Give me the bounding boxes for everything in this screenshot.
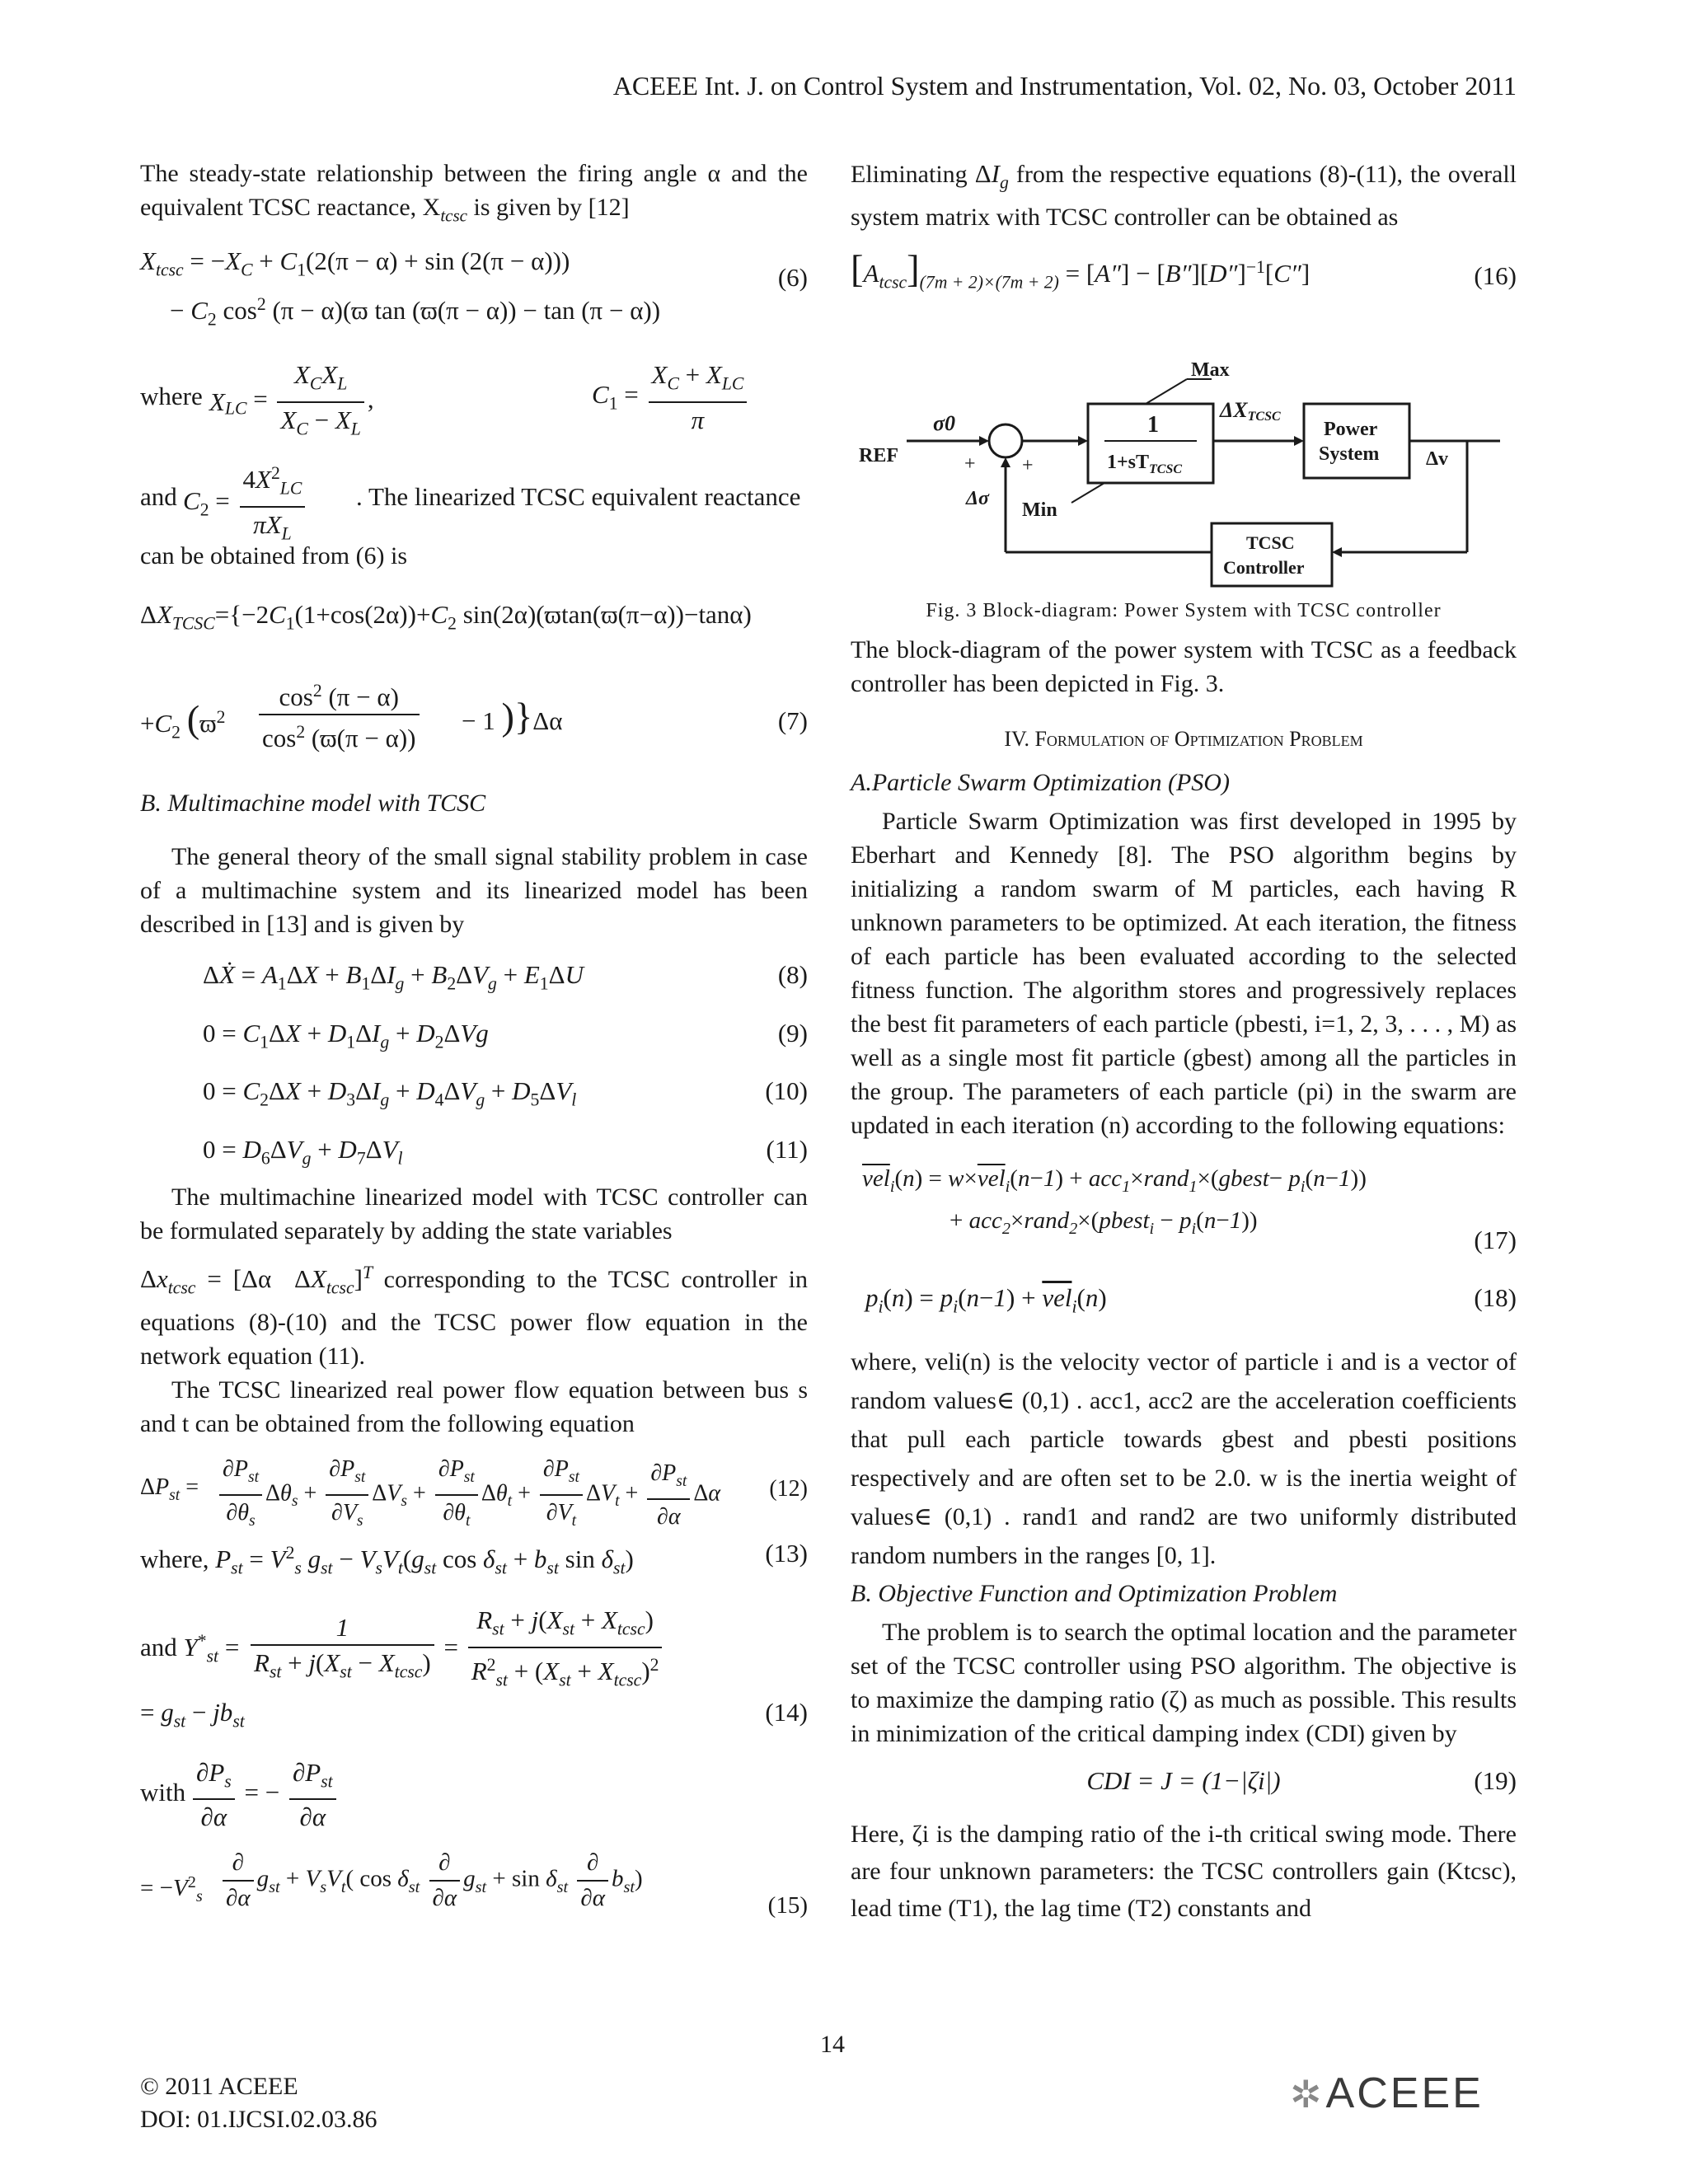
power-system-block [1304,404,1409,478]
star-icon: ✲ [1290,2073,1325,2116]
paragraph-block-diagram: The block-diagram of the power system with TCSC as a feedback controller has been depicted in Fig. 3. [851,636,1517,697]
paragraph-multimachine: The general theory of the small signal stability problem in case of a multimachine system and its linearized model has been described in [13] and is given by [140,842,808,938]
equation-7-line2: $+C_2$ ($ϖ^2$ $\frac{\cos^2 (\pi - \alpha)}{\cos^2 (ϖ(\pi - \alpha))}$ − 1 )}Δα (7) [140,674,808,765]
paragraph-damping: Here, ζi is the damping ratio of the i-th critical swing mode. There are four unknown parameters: the TCSC controllers gain (Ktcsc), lead time (T1), the lag time (T2) constants and [851,1820,1517,1922]
paragraph-tcsc-model: The multimachine linearized model with TCSC controller can be formulated separately by adding the state variables [140,1183,808,1245]
ref-label: REF [859,445,898,466]
equation-8: ΔẊ = $A_1\Delta X + B_1\Delta I_g + B_2\Delta V_g + E_1\Delta U$ (8) [203,959,808,994]
equation-c2: and $C_2$ = $\frac{4X^2_{LC}}{\pi X_L}$ . The linearized TCSC equivalent reactance [140,457,808,536]
page-number: 14 [820,2031,845,2058]
figure-caption: Fig. 3 Block-diagram: Power System with TCSC controller [926,600,1442,621]
left-column [140,157,808,1920]
paragraph-obtained: can be obtained from (6) is [140,542,408,570]
paragraph-state-vars: $\Delta x_{tcsc} = [\Delta\alpha$ $\Delta X_{tcsc}]^T$ corresponding to the TCSC controller in equations (8)-(10) and the TCSC power flow equation in the network equation (11). [140,1263,808,1370]
delta-sigma-label: Δσ [966,488,989,509]
block-numerator: 1 [1147,412,1159,438]
equation-y-star: and $Y^*_{st}$ = $\frac{1}{R_{st} + j(X_{st} - X_{tcsc})}$ = $\frac{R_{st} + j(X_{st} + X_{tcsc})}{R^2_{st} + (X_{st} + X_{tcsc})^2}$ [140,1603,808,1675]
paragraph-objective: The problem is to search the optimal location and the parameter set of the TCSC controller using PSO algorithm. The objective is to maximize the damping ratio (ζ) as much as possible. This results in minimization of the critical damping index (CDI) given by [851,1618,1517,1747]
system-label: System [1319,443,1380,465]
right-column [851,157,1517,300]
aceee-logo: ✲ACEEE [1290,2069,1484,2117]
footer-copyright: © 2011 ACEEE DOI: 01.IJCSI.02.03.86 [140,2073,377,2133]
plus-sign-1: + [964,453,976,475]
delta-v-label: Δv [1426,448,1449,470]
equation-xlc-c1: where $X_{LC}$ = $\frac{X_CX_L}{X_C - X_L}$ , $C_1$ = $\frac{X_C + X_{LC}}{\pi}$ [140,358,808,432]
plus-sign-2: + [1022,455,1034,476]
equation-16: $[A_{tcsc}]_{(7m + 2)\times(7m + 2)} = [A''] - [B''][D'']^{-1}[C'']$ (16) [851,248,1517,293]
min-limit-line [1071,483,1104,503]
paragraph-velocity: where, veli(n) is the velocity vector of particle i and is a vector of random values∈ (0,1) . acc1, acc2 are the acceleration coefficients that pull each particle towards gbest and pbesti positions respectively and are often set to be 2.0. w is the inertia weight of values∈ (0,1) . rand1 and rand2 are two uniformly distributed random numbers in the ranges [0, 1]. [851,1347,1517,1569]
paragraph-power-flow: The TCSC linearized real power flow equation between bus s and t can be obtained from the following equation [140,1376,808,1437]
paragraph-pso: Particle Swarm Optimization was first developed in 1995 by Eberhart and Kennedy [8]. The PSO algorithm begins by initializing a random swarm of M particles, each having R unknown parameters to be optimized. At each iteration, the fitness of each particle has been evaluated according to the selected fitness function. The algorithm stores and progressively replaces the best fit parameters of each particle (pbesti, i=1, 2, 3, . . . , M) as well as a single most fit particle (gbest) among all the particles in the group. The parameters of each particle (pi) in the swarm are updated in each iteration (n) according to the following equations: [851,808,1517,1139]
paragraph-steady-state: The steady-state relationship between the firing angle α and the equivalent TCSC reactance, $X_{tcsc}$ is given by [12] [140,160,808,226]
equation-13: where, $P_{st} = V^2_s$ $g_{st} - V_sV_t(g_{st}$ $\cos \delta_{st} + b_{st}$ $\sin \delta_{st}$) (13) [140,1538,808,1578]
block-diagram-figure [857,363,1517,610]
delta-x-tcsc-label: ΔXTCSC [1220,398,1281,424]
equation-18: $p_i(n) = p_i(n-1) + \overline{vel}_i(n)$ (18) [865,1283,1517,1317]
equation-17: $\overline{vel}_i(n) = w\times\overline{vel}_i(n-1)$ + acc$_1$×rand$_1$×(gbest− $p_i(n-1)$) + acc$_2$×rand$_2$×(pbest$_i$ − $p_i(n-1)$) [862,1165,1367,1239]
right-column-lower [851,633,1517,1927]
equation-15: = $-V^2_s$ $\frac{\partial}{\partial\alpha}$ $g_{st} + V_sV_t$( $\cos \delta_{st}$ $\frac{\partial}{\partial\alpha}$ $g_{st} + \sin \delta_{st}$ $\frac{\partial}{\partial\alpha}$ $b_{st}$) (15) [140,1846,808,1920]
section-iv-heading: IV. Formulation of Optimization Problem [1004,727,1363,751]
max-limit-line [1146,379,1187,404]
paragraph-eliminating: Eliminating $\Delta I_g$ from the respective equations (8)-(11), the overall system matrix with TCSC controller can be obtained as [851,159,1517,231]
equation-7-line1: $\Delta X_{TCSC}=\{-2C_1(1+\cos(2\alpha))+C_2$ sin(2α)(ϖtan(ϖ(π−α))−tanα) [140,600,752,634]
equation-9: $0 = C_1\Delta X + D_1\Delta I_g + D_2\Delta Vg$ (9) [203,1018,808,1052]
max-label: Max [1191,363,1230,381]
sigma0-label: σ0 [933,411,956,435]
min-label: Min [1022,499,1057,521]
block-denominator: $1+sT_{TCSC}$ [1107,452,1183,476]
section-b-heading: B. Multimachine model with TCSC [140,789,486,817]
equation-17-number: (17) [1474,1226,1517,1254]
equation-12: $\Delta P_{st}$ = $\frac{\partial P_{st}}{\partial\theta_s}$ $\Delta\theta_s$ + $\frac{\partial P_{st}}{\partial V_s}$ $\Delta V_s$ + $\frac{\partial P_{st}}{\partial\theta_t}$ $\Delta\theta_t$ + $\frac{\partial P_{st}}{\partial V_t}$ $\Delta V_t$ + $\frac{\partial P_{st}}{\partial\alpha}$ Δα (12) [140,1452,808,1520]
equation-with: with $\frac{\partial P_s}{\partial\alpha}$ = − $\frac{\partial P_{st}}{\partial\alpha}$ [140,1755,808,1825]
equation-6: $X_{tcsc} = -X_C + C_1(2(\pi - \alpha) + \sin (2(\pi - \alpha)))$ − $C_2$ $\cos^2 (\pi - \alpha)(ϖ$ tan (ϖ(π − α)) − tan (π − α)) (6) [140,246,808,330]
power-label: Power [1324,419,1378,440]
journal-header: ACEEE Int. J. on Control System and Instrumentation, Vol. 02, No. 03, October 2011 [612,71,1517,101]
controller-label: Controller [1223,557,1305,578]
equation-19: CDI = J = (1−|ζi|) (19) [1086,1765,1517,1795]
section-a-heading: A.Particle Swarm Optimization (PSO) [851,769,1230,796]
summing-junction [989,424,1022,457]
equation-14: = $g_{st} - jb_{st}$ (14) [140,1698,808,1732]
equation-11: $0 = D_6\Delta V_g + D_7\Delta V_l$ (11) [203,1134,808,1169]
ref-arrow [979,436,989,446]
tcsc-label: TCSC [1246,532,1295,553]
equation-10: $0 = C_2\Delta X + D_3\Delta I_g + D_4\Delta V_g + D_5\Delta V_l$ (10) [203,1076,808,1110]
section-b-objective-heading: B. Objective Function and Optimization Problem [851,1579,1338,1607]
